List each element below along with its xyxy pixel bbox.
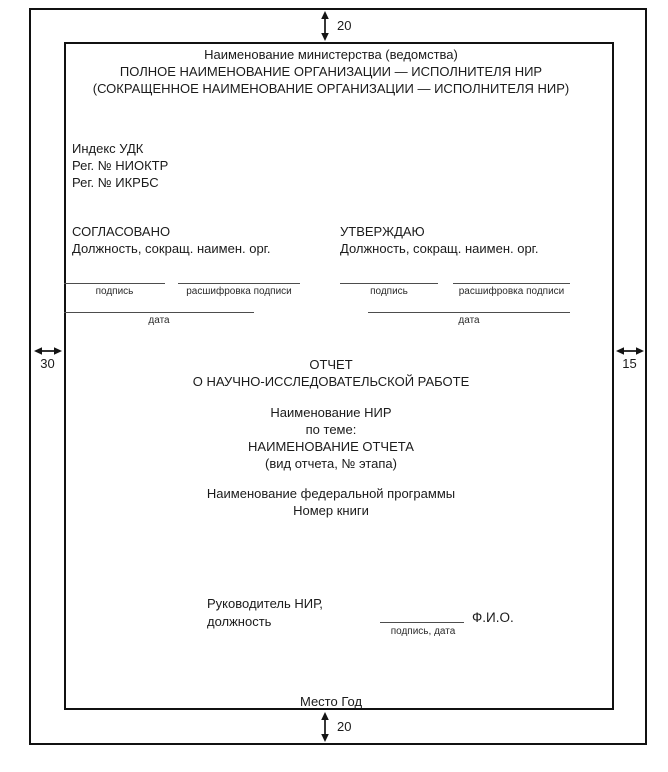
supervisor-role: Руководитель НИР,: [207, 596, 323, 611]
approved-title: УТВЕРЖДАЮ: [340, 224, 425, 239]
report-name: НАИМЕНОВАНИЕ ОТЧЕТА: [248, 439, 414, 454]
approved-date-line: [368, 312, 570, 327]
date-label: дата: [458, 315, 480, 326]
right-margin-value: 15: [622, 356, 637, 371]
right-margin-annotation: [614, 346, 645, 371]
top-margin-annotation: [320, 11, 351, 41]
agreed-signature-line: [64, 283, 165, 298]
topic-label: по теме:: [305, 422, 357, 437]
transcript-label: расшифровка подписи: [186, 286, 292, 297]
vertical-double-arrow-icon: [320, 712, 330, 742]
agreed-date-line: [64, 312, 254, 327]
book-number: Номер книги: [293, 503, 369, 518]
left-margin-value: 30: [40, 356, 55, 371]
top-margin-value: 20: [337, 18, 352, 33]
report-subtitle: О НАУЧНО-ИССЛЕДОВАТЕЛЬСКОЙ РАБОТЕ: [192, 374, 470, 389]
signature-label: подпись: [370, 286, 408, 297]
vertical-double-arrow-icon: [320, 11, 330, 41]
report-kind: (вид отчета, № этапа): [265, 456, 397, 471]
reg-number-nioktr: Рег. № НИОКТР: [72, 158, 169, 173]
approved-signature-line: [340, 283, 438, 298]
program-name: Наименование федеральной программы: [206, 486, 456, 501]
title-page: [64, 42, 614, 710]
agreed-title: СОГЛАСОВАНО: [72, 224, 171, 239]
org-full-name: ПОЛНОЕ НАИМЕНОВАНИЕ ОРГАНИЗАЦИИ — ИСПОЛНИТЕЛЯ НИР: [119, 64, 543, 79]
supervisor-sign-date-label: подпись, дата: [390, 626, 456, 637]
report-topic-block: [66, 404, 612, 472]
supervisor-fio: Ф.И.О.: [472, 610, 514, 625]
nir-name: Наименование НИР: [270, 405, 392, 420]
signature-label: подпись: [95, 286, 134, 297]
horizontal-double-arrow-icon: [616, 346, 644, 356]
horizontal-double-arrow-icon: [34, 346, 62, 356]
report-title: ОТЧЕТ: [309, 357, 353, 372]
supervisor-position: должность: [207, 614, 272, 629]
reg-number-ikrbs: Рег. № ИКРБС: [72, 175, 159, 190]
supervisor-signature-line: [380, 606, 464, 623]
org-short-name: (СОКРАЩЕННОЕ НАИМЕНОВАНИЕ ОРГАНИЗАЦИИ — ИСПОЛНИТЕЛЯ НИР): [92, 81, 570, 96]
ministry-name: Наименование министерства (ведомства): [204, 47, 458, 62]
page-outer-border: [29, 8, 647, 745]
left-margin-annotation: [31, 346, 64, 371]
org-header: [66, 46, 612, 97]
udc-index: Индекс УДК: [72, 141, 144, 156]
agreed-position: Должность, сокращ. наимен. орг.: [72, 241, 271, 256]
approved-transcript-line: [453, 283, 570, 298]
program-block: [66, 485, 612, 519]
date-label: дата: [148, 315, 170, 326]
agreed-transcript-line: [178, 283, 300, 298]
transcript-label: расшифровка подписи: [458, 286, 565, 297]
approved-position: Должность, сокращ. наимен. орг.: [340, 241, 539, 256]
report-title-block: [66, 356, 612, 390]
bottom-margin-value: 20: [337, 719, 352, 734]
place-year: Место Год: [299, 694, 363, 709]
bottom-margin-annotation: [320, 712, 351, 742]
registration-codes: [72, 140, 168, 191]
